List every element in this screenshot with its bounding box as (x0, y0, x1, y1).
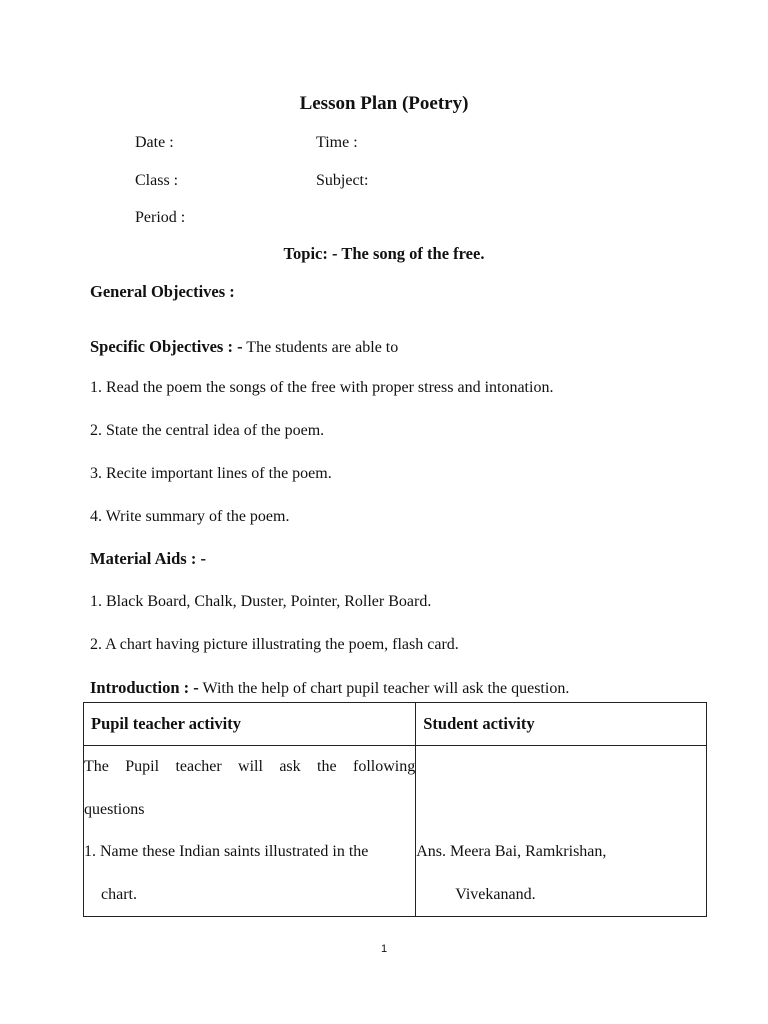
material-aid-item: 2. A chart having picture illustrating the poem, flash card. (90, 636, 459, 653)
activity-table (83, 702, 707, 917)
class-label: Class : (135, 172, 179, 189)
objective-item: 1. Read the poem the songs of the free with proper stress and intonation. (90, 379, 554, 396)
table-row (84, 746, 707, 917)
header-pupil-teacher-activity: Pupil teacher activity (84, 703, 416, 746)
objective-item: 4. Write summary of the poem. (90, 508, 290, 525)
student-cell-spacer (416, 746, 706, 831)
teacher-line: The Pupil teacher will ask the following (84, 758, 416, 775)
objective-item: 3. Recite important lines of the poem. (90, 465, 332, 482)
student-activity-cell (416, 746, 707, 917)
student-line: Ans. Meera Bai, Ramkrishan, (416, 843, 607, 860)
time-label: Time : (316, 134, 358, 151)
page-number: 1 (380, 943, 388, 955)
specific-objectives-intro: The students are able to (242, 339, 399, 356)
material-aids-heading: Material Aids : - (90, 549, 206, 568)
specific-objectives-line (90, 337, 398, 357)
introduction-line (90, 678, 569, 698)
teacher-line: chart. (101, 885, 137, 903)
subject-label: Subject: (316, 172, 369, 189)
teacher-line: 1. Name these Indian saints illustrated in the (84, 843, 369, 860)
teacher-activity-cell (84, 746, 416, 917)
topic-heading: Topic: - The song of the free. (283, 244, 485, 263)
header-student-activity: Student activity (416, 703, 707, 746)
material-aid-item: 1. Black Board, Chalk, Duster, Pointer, Roller Board. (90, 593, 432, 610)
introduction-text: With the help of chart pupil teacher will ask the question. (198, 680, 570, 697)
student-line: Vivekanand. (455, 885, 536, 903)
introduction-heading: Introduction : - (90, 678, 199, 697)
specific-objectives-heading: Specific Objectives : - (90, 337, 243, 356)
teacher-line: questions (84, 800, 145, 818)
date-label: Date : (135, 134, 174, 151)
page-title: Lesson Plan (Poetry) (299, 93, 469, 114)
general-objectives-heading: General Objectives : (90, 282, 235, 301)
objective-item: 2. State the central idea of the poem. (90, 422, 325, 439)
table-header-row (84, 703, 707, 746)
period-label: Period : (135, 209, 186, 226)
